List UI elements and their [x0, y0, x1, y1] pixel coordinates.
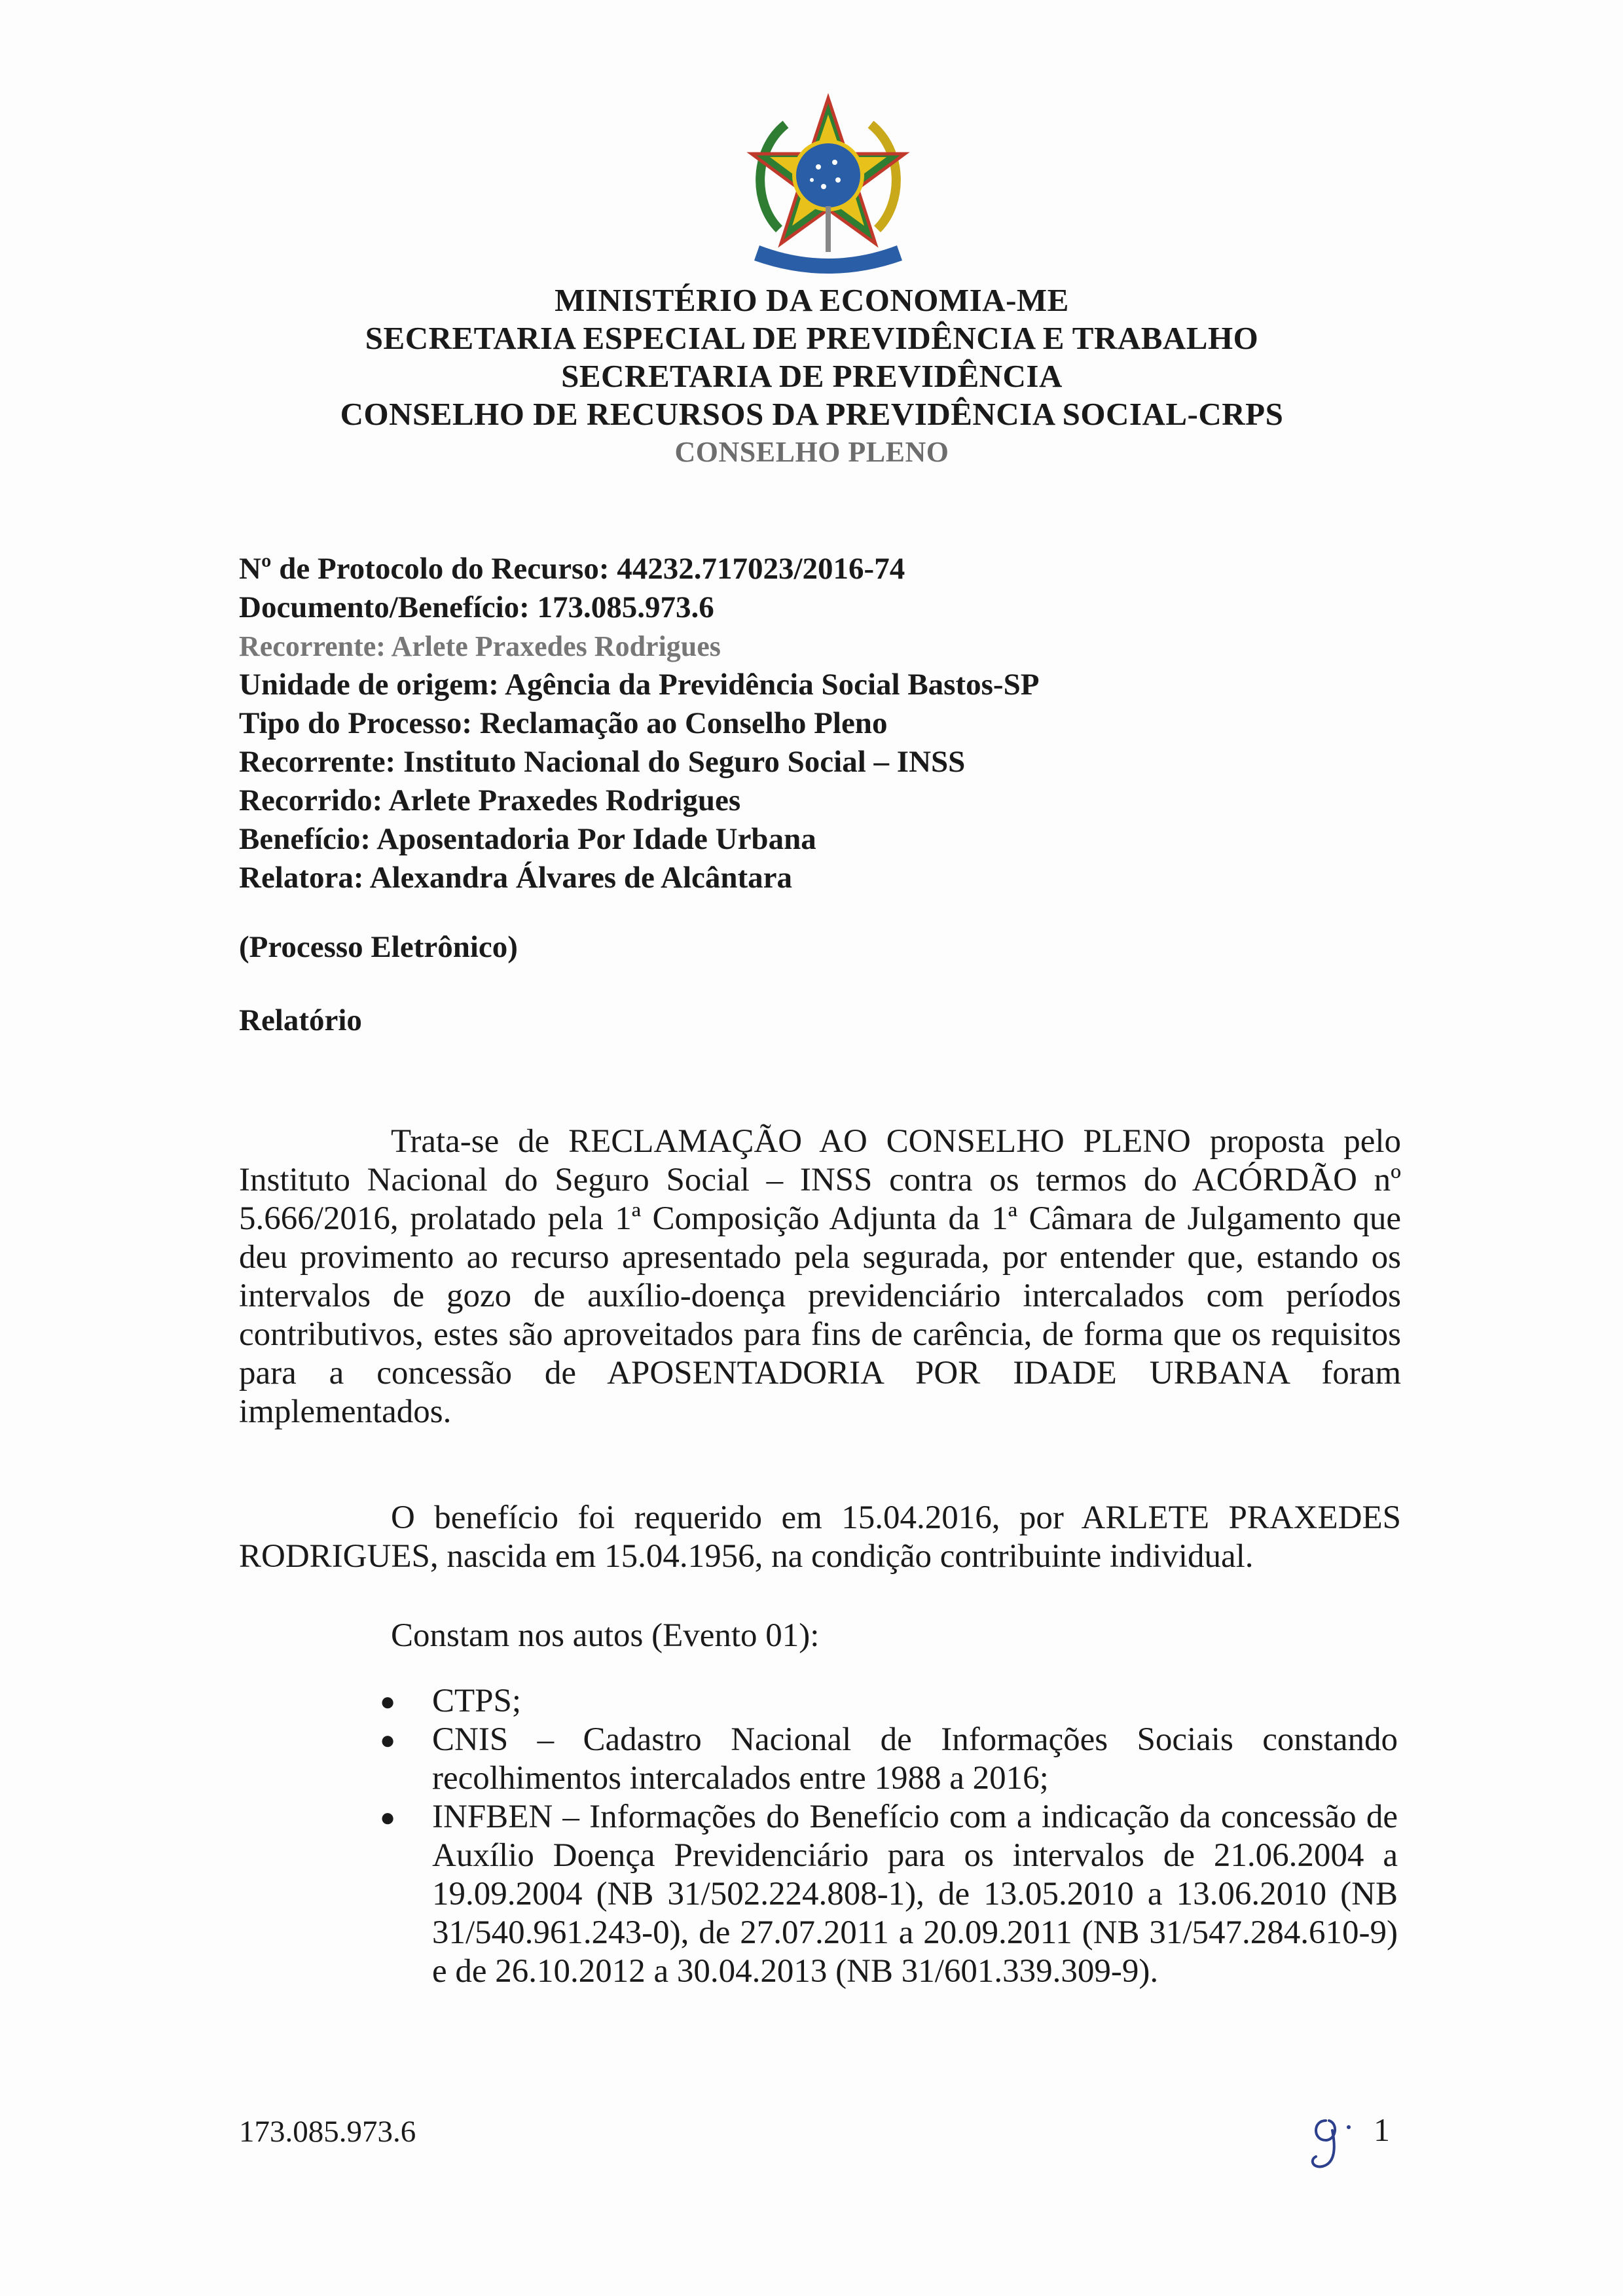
list-item: [380, 1798, 1398, 1991]
meta-beneficio: Benefício: Aposentadoria Por Idade Urbana: [239, 822, 816, 856]
list-item: [380, 1721, 1398, 1798]
emblem-star-dot: [810, 178, 814, 182]
paragraph-beneficio: O benefício foi requerido em 15.04.2016, por ARLETE PRAXEDES RODRIGUES, nascida em 15.04.1956, na condição contribuinte individual.: [239, 1499, 1401, 1575]
case-metadata: [239, 550, 1417, 897]
evidence-text: CNIS – Cadastro Nacional de Informações Sociais constando recolhimentos intercalados entre 1988 a 2016;: [432, 1721, 1398, 1797]
emblem-star-dot: [832, 160, 837, 165]
header-line-pleno: CONSELHO PLENO: [674, 436, 949, 468]
processo-label: (Processo Eletrônico): [239, 930, 518, 964]
header-line-conselho: CONSELHO DE RECURSOS DA PREVIDÊNCIA SOCIAL-CRPS: [340, 396, 1284, 432]
emblem-blue-disc: [794, 141, 862, 209]
meta-recorrente: Recorrente: Instituto Nacional do Seguro Social – INSS: [239, 745, 966, 779]
meta-unidade: Unidade de origem: Agência da Previdência Social Bastos-SP: [239, 668, 1040, 702]
evidence-text: INFBEN – Informações do Benefício com a indicação da concessão de Auxílio Doença Previdenciário para os intervalos de 21.06.2004 a 19.09.2004 (NB 31/502.224.808-1), de 13.05.2010 a 13.06.2010 (NB 31/540.961.243-0), de 27.07.2011 a 20.09.2011 (NB 31/547.284.610-9) e de 26.10.2012 a 30.04.2013 (NB 31/601.339.309-9).: [432, 1799, 1398, 1990]
ministry-header: [196, 281, 1427, 471]
emblem-star-dot: [816, 164, 821, 170]
paragraph-constam: Constam nos autos (Evento 01):: [391, 1617, 820, 1654]
bullet-icon: ●: [380, 1725, 396, 1755]
bullet-icon: ●: [380, 1687, 396, 1716]
paragraph-reclamacao: Trata-se de RECLAMAÇÃO AO CONSELHO PLENO proposta pelo Instituto Nacional do Seguro Social – INSS contra os termos do ACÓRDÃO nº 5.666/2016, prolatado pela 1ª Composição Adjunta da 1ª Câmara de Julgamento que deu provimento ao recurso apresentado pela segurada, por entender que, estando os intervalos de gozo de auxílio-doença previdenciário intercalados com períodos contributivos, estes são aproveitados para fins de carência, de forma que os requisitos para a concessão de APOSENTADORIA POR IDADE URBANA foram implementados.: [239, 1123, 1401, 1430]
meta-protocolo: Nº de Protocolo do Recurso: 44232.717023/2016-74: [239, 552, 905, 586]
page-number: 1: [1374, 2111, 1390, 2148]
sword-blade: [826, 206, 831, 252]
footer-reference: 173.085.973.6: [239, 2115, 416, 2149]
evidence-list: [380, 1682, 1398, 1991]
meta-recorrido: Recorrido: Arlete Praxedes Rodrigues: [239, 783, 741, 817]
header-line-secretaria-especial: SECRETARIA ESPECIAL DE PREVIDÊNCIA E TRABALHO: [365, 320, 1259, 356]
meta-documento: Documento/Benefício: 173.085.973.6: [239, 590, 714, 624]
relatorio-title: Relatório: [239, 1003, 362, 1037]
evidence-text: CTPS;: [432, 1683, 522, 1719]
meta-recorrente-faded: Recorrente: Arlete Praxedes Rodrigues: [239, 630, 721, 662]
initials-dot: [1347, 2125, 1351, 2129]
meta-tipo: Tipo do Processo: Reclamação ao Conselho Pleno: [239, 706, 888, 740]
handwritten-initials: [1300, 2101, 1365, 2173]
header-line-ministry: MINISTÉRIO DA ECONOMIA-ME: [555, 282, 1069, 318]
emblem-star-dot: [821, 184, 826, 189]
initials-stroke: [1313, 2121, 1335, 2166]
header-line-secretaria: SECRETARIA DE PREVIDÊNCIA: [561, 358, 1063, 394]
meta-relatora: Relatora: Alexandra Álvares de Alcântara: [239, 861, 793, 895]
coat-of-arms-emblem: [740, 92, 917, 281]
list-item: [380, 1682, 1398, 1721]
bullet-icon: ●: [380, 1803, 396, 1832]
emblem-star-dot: [835, 177, 841, 183]
